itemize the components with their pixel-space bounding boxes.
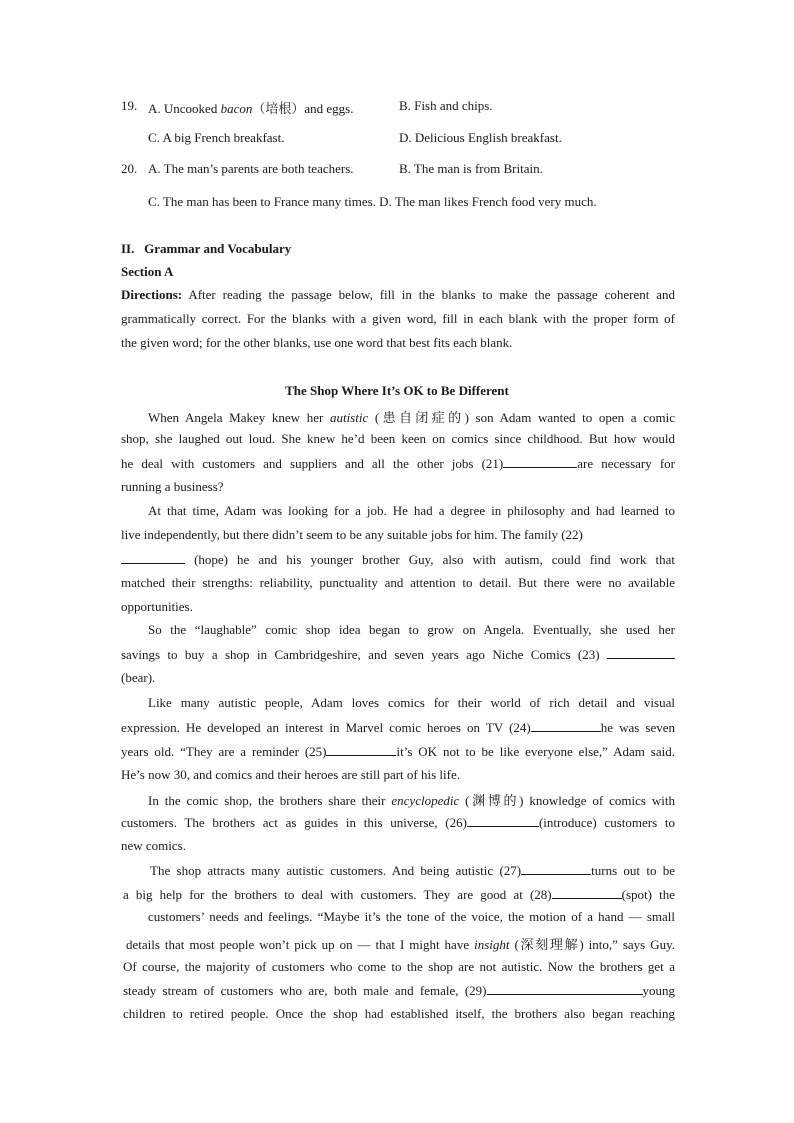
passage-line: He’s now 30, and comics and their heroes are still part of his life. — [121, 767, 460, 782]
text: he deal with customers and suppliers and all the other jobs (21) — [121, 456, 504, 471]
question-20-option-b: B. The man is from Britain. — [399, 161, 543, 176]
passage-line — [121, 719, 675, 736]
option-text: （培根）and eggs. — [252, 101, 354, 116]
passage-line: customers’ needs and feelings. “Maybe it’s the tone of the voice, the motion of a hand — small — [148, 909, 675, 924]
section-title: Grammar and Vocabulary — [144, 241, 292, 256]
passage-line — [123, 982, 675, 999]
section-number: II. — [121, 241, 135, 256]
passage-line — [123, 886, 675, 903]
directions-line-3: the given word; for the other blanks, use one word that best fits each blank. — [121, 335, 513, 350]
passage-line — [121, 814, 675, 831]
passage-line: live independently, but there didn’t seem to be any suitable jobs for him. The family (22) — [121, 527, 583, 542]
passage-line: So the “laughable” comic shop idea began to grow on Angela. Eventually, she used her — [148, 622, 675, 637]
section-heading — [121, 241, 291, 257]
text: turns out to be — [591, 863, 675, 878]
text: a big help for the brothers to deal with customers. They are good at (28) — [123, 887, 552, 902]
passage-line: (bear). — [121, 670, 156, 685]
text: steady stream of customers who are, both male and female, (29) — [123, 983, 487, 998]
text: In the comic shop, the brothers share their — [148, 793, 392, 808]
text: details that most people won’t pick up on — that I might have — [126, 937, 475, 952]
option-italic-word: bacon — [220, 101, 253, 116]
passage-line: matched their strengths: reliability, punctuality and attention to detail. But there were no available — [121, 575, 675, 590]
passage-line — [121, 646, 675, 663]
question-19-option-d: D. Delicious English breakfast. — [399, 130, 562, 145]
text: young — [642, 983, 675, 998]
text: customers. The brothers act as guides in this universe, (26) — [121, 815, 467, 830]
blank-26[interactable] — [467, 814, 539, 827]
text: are necessary for — [577, 456, 675, 471]
passage-line: opportunities. — [121, 599, 193, 614]
option-text: A. Uncooked — [148, 101, 221, 116]
passage-line — [148, 790, 675, 809]
text: he was seven — [600, 720, 675, 735]
blank-23[interactable] — [607, 646, 675, 659]
passage-line — [150, 862, 675, 879]
blank-29[interactable] — [487, 982, 643, 995]
passage-line: children to retired people. Once the shop had established itself, the brothers also began reaching — [123, 1006, 675, 1021]
passage-line — [148, 407, 675, 426]
passage-line — [121, 551, 675, 568]
blank-27[interactable] — [521, 862, 591, 875]
directions-line-1 — [121, 287, 675, 303]
question-20-option-a: A. The man’s parents are both teachers. — [148, 161, 354, 176]
text: When Angela Makey knew her — [148, 410, 330, 425]
subsection-title: Section A — [121, 264, 174, 279]
blank-21[interactable] — [503, 455, 577, 468]
directions-text: After reading the passage below, fill in the blanks to make the passage coherent and — [182, 287, 675, 302]
italic-word: autistic — [329, 410, 369, 425]
blank-28[interactable] — [552, 886, 622, 899]
blank-22[interactable] — [121, 551, 185, 564]
passage-line — [121, 743, 675, 760]
question-19-option-b: B. Fish and chips. — [399, 98, 493, 113]
passage-line: Of course, the majority of customers who come to the shop are not autistic. Now the brothers get a — [123, 959, 675, 974]
text: it’s OK not to be like everyone else,” Adam said. — [396, 744, 675, 759]
question-20-number: 20. — [121, 161, 138, 176]
text: (introduce) customers to — [538, 815, 675, 830]
directions-line-2: grammatically correct. For the blanks with a given word, fill in each blank with the proper form of — [121, 311, 675, 326]
text: (hope) he and his younger brother Guy, also with autism, could find work that — [185, 552, 675, 567]
text: (渊博的) knowledge of comics with — [459, 793, 675, 808]
passage-line — [121, 455, 675, 472]
question-19-number: 19. — [121, 98, 138, 113]
text: years old. “They are a reminder (25) — [121, 744, 327, 759]
text: (患自闭症的) son Adam wanted to open a comic — [368, 410, 675, 425]
passage-line: new comics. — [121, 838, 186, 853]
question-19-option-c: C. A big French breakfast. — [148, 130, 285, 145]
passage-line: running a business? — [121, 479, 224, 494]
passage-title: The Shop Where It’s OK to Be Different — [285, 383, 509, 398]
question-20-option-cd: C. The man has been to France many times. D. The man likes French food very much. — [148, 194, 597, 209]
italic-word: encyclopedic — [391, 793, 460, 808]
blank-24[interactable] — [531, 719, 601, 732]
passage-line — [126, 934, 675, 953]
text: expression. He developed an interest in Marvel comic heroes on TV (24) — [121, 720, 531, 735]
passage-line: shop, she laughed out loud. She knew he’d been keen on comics since childhood. But how would — [121, 431, 675, 446]
text: (深刻理解) into,” says Guy. — [509, 937, 675, 952]
italic-word: insight — [474, 937, 510, 952]
text: (spot) the — [621, 887, 675, 902]
text: The shop attracts many autistic customers. And being autistic (27) — [150, 863, 522, 878]
passage-line: Like many autistic people, Adam loves comics for their world of rich detail and visual — [148, 695, 675, 710]
blank-25[interactable] — [326, 743, 396, 756]
directions-label: Directions: — [121, 287, 183, 302]
text: savings to buy a shop in Cambridgeshire, and seven years ago Niche Comics (23) — [121, 647, 607, 662]
passage-line: At that time, Adam was looking for a job. He had a degree in philosophy and had learned to — [148, 503, 675, 518]
question-19-option-a — [148, 98, 353, 117]
